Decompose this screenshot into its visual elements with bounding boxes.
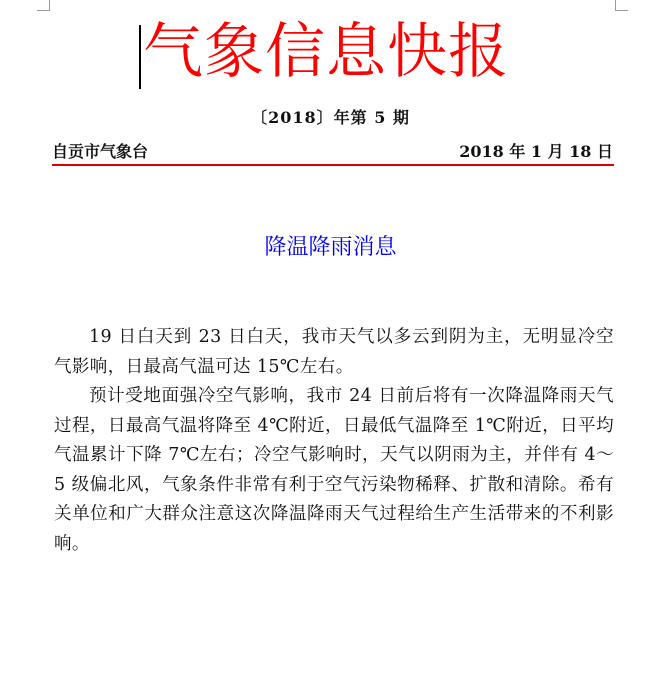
text-cursor [139,25,141,89]
masthead-title: 气象信息快报 [143,17,509,87]
article-paragraph: 预计受地面强冷空气影响，我市 24 日前后将有一次降温降雨天气过程，日最高气温将降至 4℃附近，日最低气温降至 1℃附近，日平均气温累计下降 7℃左右；冷空气影响时，天气以阴雨为主，并伴有 4～5 级偏北风，气象条件非常有利于空气污染物稀释、扩散和清除。希有关单位和广大群众注意这次降温降雨天气过程给生产生活带来的不利影响。 [54,386,614,554]
publish-date: 2018 年 1 月 18 日 [459,142,613,161]
page-corner-mark-right [615,0,628,11]
article-paragraph: 19 日白天到 23 日白天，我市天气以多云到阴为主，无明显冷空气影响，日最高气温可达 15℃左右。 [54,327,614,377]
publisher-name: 自贡市气象台 [52,142,149,161]
article-body [54,323,614,559]
header-divider [52,164,614,166]
issue-number: 〔2018〕年第 5 期 [251,108,410,127]
article-headline: 降温降雨消息 [264,235,397,260]
page-corner-mark-left [37,0,50,11]
